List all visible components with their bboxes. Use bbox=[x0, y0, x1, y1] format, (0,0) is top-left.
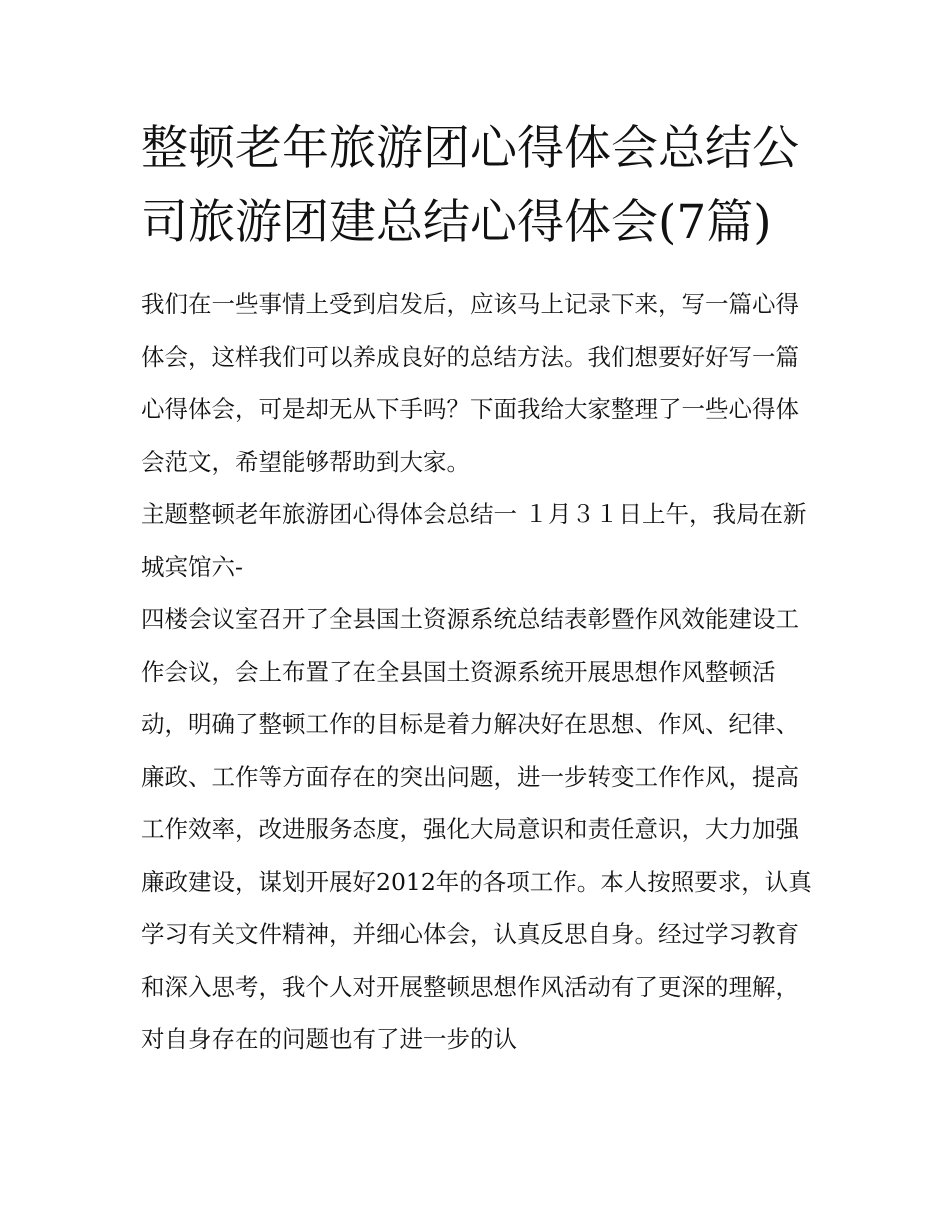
intro-paragraph: 我们在一些事情上受到启发后，应该马上记录下来，写一篇心得体会，这样我们可以养成良好的总结方法。我们想要好好写一篇心得体会，可是却无从下手吗？下面我给大家整理了一些心得体会范文，希望能够帮助到大家。 bbox=[141, 290, 799, 476]
document-title: 整顿老年旅游团心得体会总结公司旅游团建总结心得体会(7篇) bbox=[141, 121, 799, 250]
body-paragraph: 四楼会议室召开了全县国土资源系统总结表彰暨作风效能建设工作会议，会上布置了在全县国土资源系统开展思想作风整顿活动，明确了整顿工作的目标是着力解决好在思想、作风、纪律、廉政、工作等方面存在的突出问题，进一步转变工作作风，提高工作效率，改进服务态度，强化大局意识和责任意识，大力加强廉政建设，谋划开展好2012年的各项工作。本人按照要求，认真学习有关文件精神，并细心体会，认真反思自身。经过学习教育和深入思考，我个人对开展整顿思想作风活动有了更深的理解，对自身存在的问题也有了进一步的认 bbox=[141, 605, 812, 1053]
section-heading-paragraph: 主题整顿老年旅游团心得体会总结一 １月３１日上午，我局在新城宾馆六- bbox=[141, 500, 807, 581]
document-page bbox=[141, 112, 813, 1066]
